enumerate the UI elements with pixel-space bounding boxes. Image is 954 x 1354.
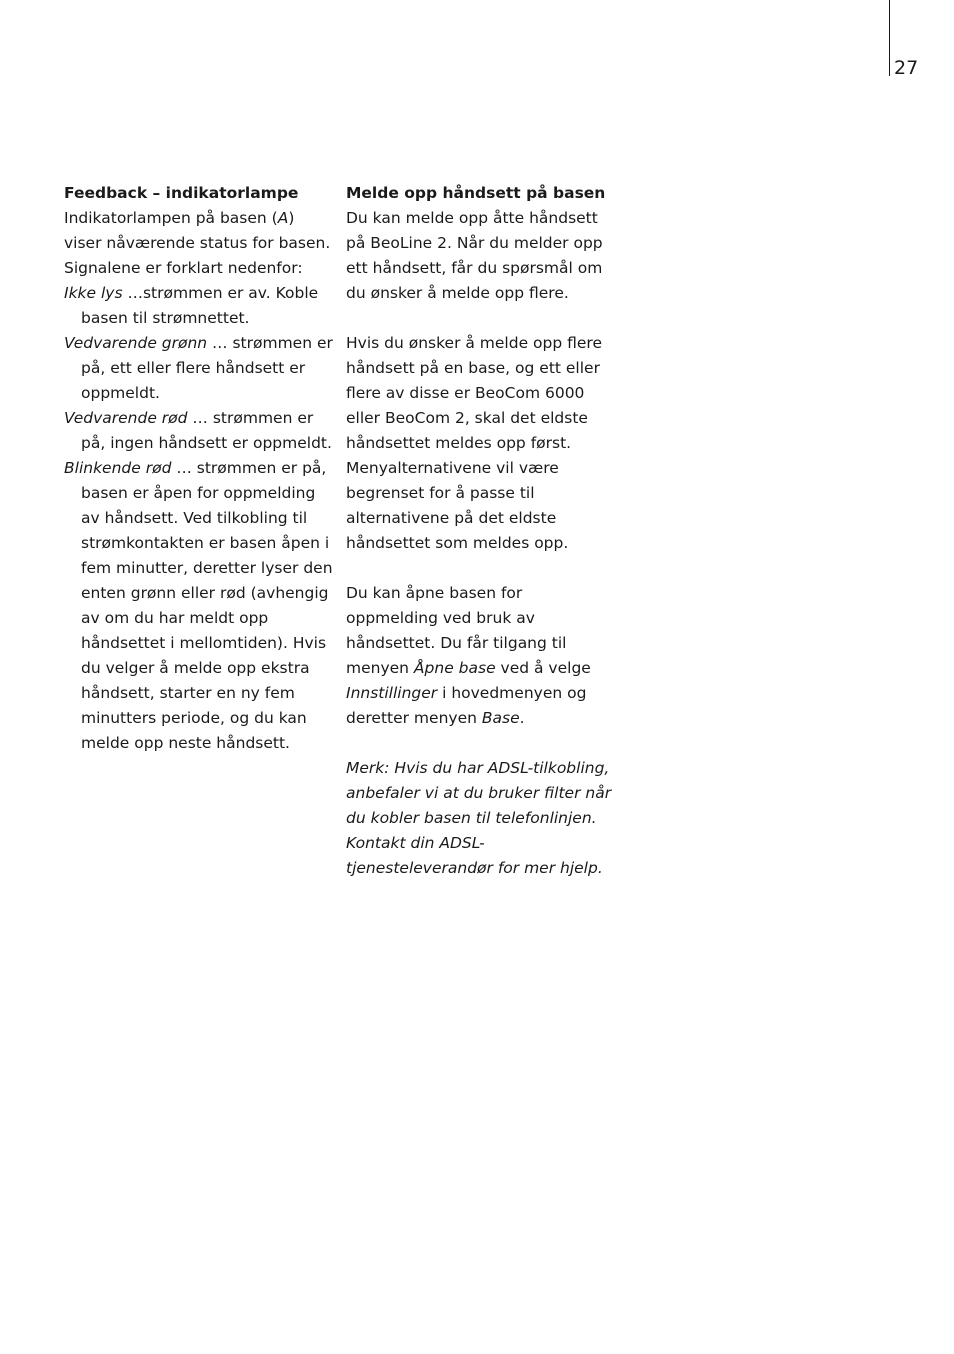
signal-text: … strømmen er på, ett eller flere håndsett er oppmeldt. (81, 334, 333, 402)
right-column (346, 181, 616, 881)
adsl-note: Merk: Hvis du har ADSL-tilkobling, anbefaler vi at du bruker filter når du kobler basen til telefonlinjen. Kontakt din ADSL-tjenesteleverandør for mer hjelp. (346, 759, 612, 877)
signal-entry-vedvarende-gronn (64, 331, 336, 406)
paragraph-gap (346, 556, 616, 581)
paragraph-gap (346, 306, 616, 331)
signal-term: Vedvarende grønn (64, 334, 208, 352)
intro-paragraph: Indikatorlampen på basen (A) viser nåværende status for basen. Signalene er forklart nedenfor: (64, 209, 331, 277)
paragraph-gap (346, 731, 616, 756)
signal-text: …strømmen er av. Koble basen til strømnettet. (81, 284, 319, 327)
page-rule (889, 0, 890, 76)
paragraph-open-base: Du kan åpne basen for oppmelding ved bruk av håndsettet. Du får tilgang til menyen Åpne base ved å velge Innstillinger i hovedmenyen og deretter menyen Base. (346, 584, 591, 727)
signal-term: Blinkende rød (64, 459, 172, 477)
signal-entry-blinkende-rod (64, 456, 336, 756)
paragraph-intro: Du kan melde opp åtte håndsett på BeoLine 2. Når du melder opp ett håndsett, får du spørsmål om du ønsker å melde opp flere. (346, 209, 603, 302)
signal-text: … strømmen er på, ingen håndsett er oppmeldt. (81, 409, 332, 452)
section-heading-registration: Melde opp håndsett på basen (346, 184, 606, 202)
paragraph-multiple-handsets: Hvis du ønsker å melde opp flere håndsett på en base, og ett eller flere av disse er BeoCom 6000 eller BeoCom 2, skal det eldste håndsettet meldes opp først. Menyalternativene vil være begrenset for å passe til alternativene på det eldste håndsettet som meldes opp. (346, 334, 602, 552)
section-heading-feedback: Feedback – indikatorlampe (64, 184, 299, 202)
signal-term: Vedvarende rød (64, 409, 188, 427)
page-number: 27 (894, 57, 919, 79)
signal-text: … strømmen er på, basen er åpen for oppmelding av håndsett. Ved tilkobling til strømkontakten er basen åpen i fem minutter, deretter lyser den enten grønn eller rød (avhengig av om du har meldt opp håndsettet i mellomtiden). Hvis du velger å melde opp ekstra håndsett, starter en ny fem minutters periode, og du kan melde opp neste håndsett. (81, 459, 333, 752)
left-column (64, 181, 336, 756)
signal-entry-ikke-lys (64, 281, 336, 331)
signal-entry-vedvarende-rod (64, 406, 336, 456)
signal-term: Ikke lys (64, 284, 123, 302)
